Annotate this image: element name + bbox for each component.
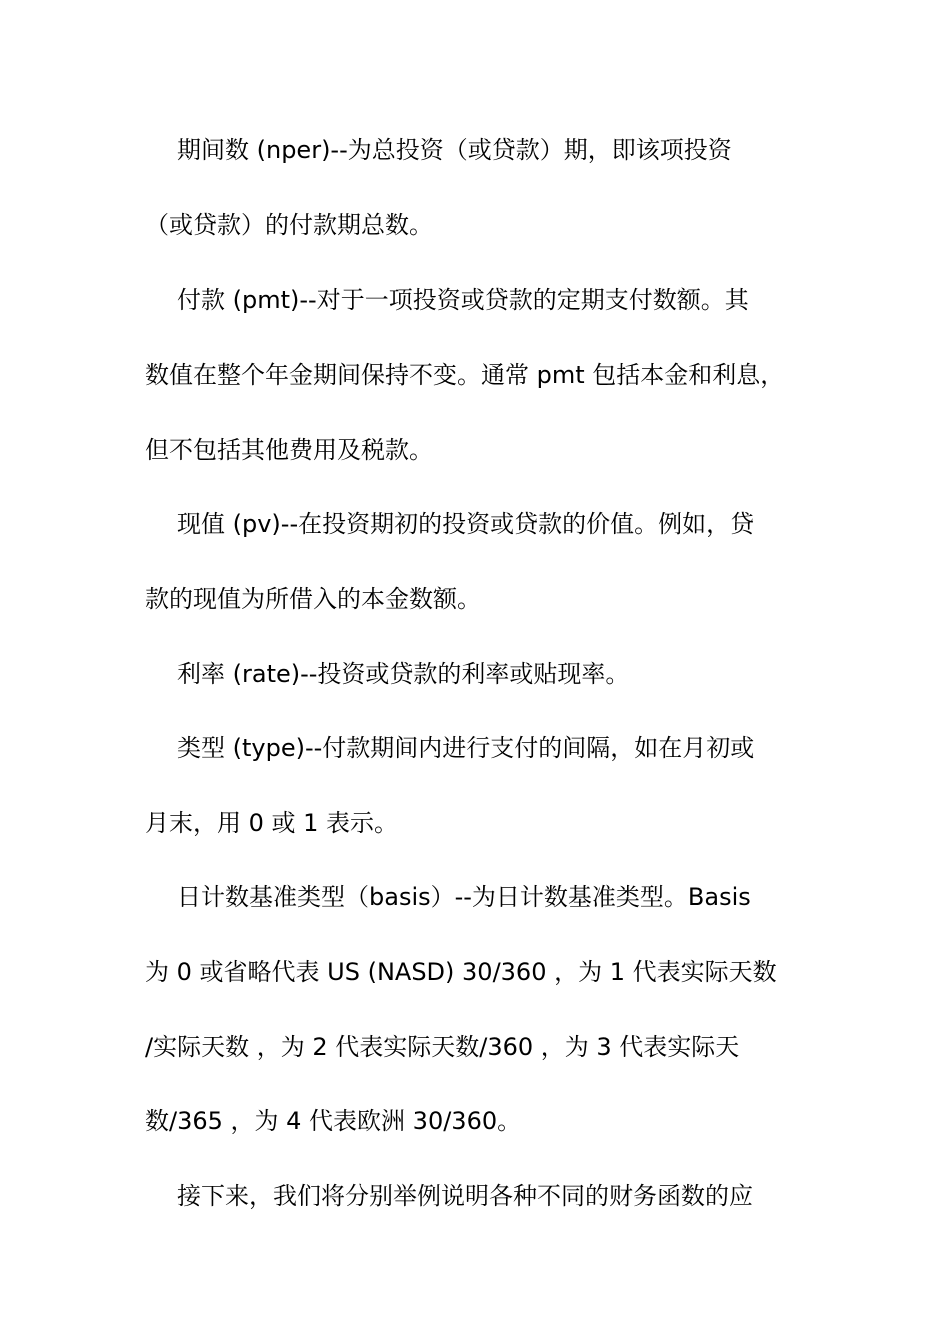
paragraph-next-line-1: 接下来，我们将分别举例说明各种不同的财务函数的应	[177, 1182, 753, 1210]
paragraph-pmt-line-3: 但不包括其他费用及税款。	[145, 436, 433, 464]
paragraph-pmt-line-1: 付款 (pmt)--对于一项投资或贷款的定期支付数额。其	[177, 286, 749, 314]
paragraph-type-line-2: 月末，用 0 或 1 表示。	[145, 809, 399, 837]
paragraph-nper-line-2: （或贷款）的付款期总数。	[145, 211, 433, 239]
paragraph-rate-line-1: 利率 (rate)--投资或贷款的利率或贴现率。	[177, 660, 630, 688]
paragraph-basis-line-4: 数/365 ，为 4 代表欧洲 30/360。	[145, 1107, 522, 1135]
paragraph-pv-line-1: 现值 (pv)--在投资期初的投资或贷款的价值。例如，贷	[177, 510, 755, 538]
paragraph-type-line-1: 类型 (type)--付款期间内进行支付的间隔，如在月初或	[177, 734, 755, 762]
paragraph-nper-line-1: 期间数 (nper)--为总投资（或贷款）期，即该项投资	[177, 136, 732, 164]
paragraph-pv-line-2: 款的现值为所借入的本金数额。	[145, 585, 481, 613]
paragraph-basis-line-3: /实际天数 ，为 2 代表实际天数/360 ，为 3 代表实际天	[145, 1033, 740, 1061]
paragraph-basis-line-1: 日计数基准类型（basis）--为日计数基准类型。Basis	[177, 883, 751, 911]
paragraph-basis-line-2: 为 0 或省略代表 US (NASD) 30/360 ，为 1 代表实际天数	[145, 958, 777, 986]
paragraph-pmt-line-2: 数值在整个年金期间保持不变。通常 pmt 包括本金和利息，	[145, 361, 785, 389]
